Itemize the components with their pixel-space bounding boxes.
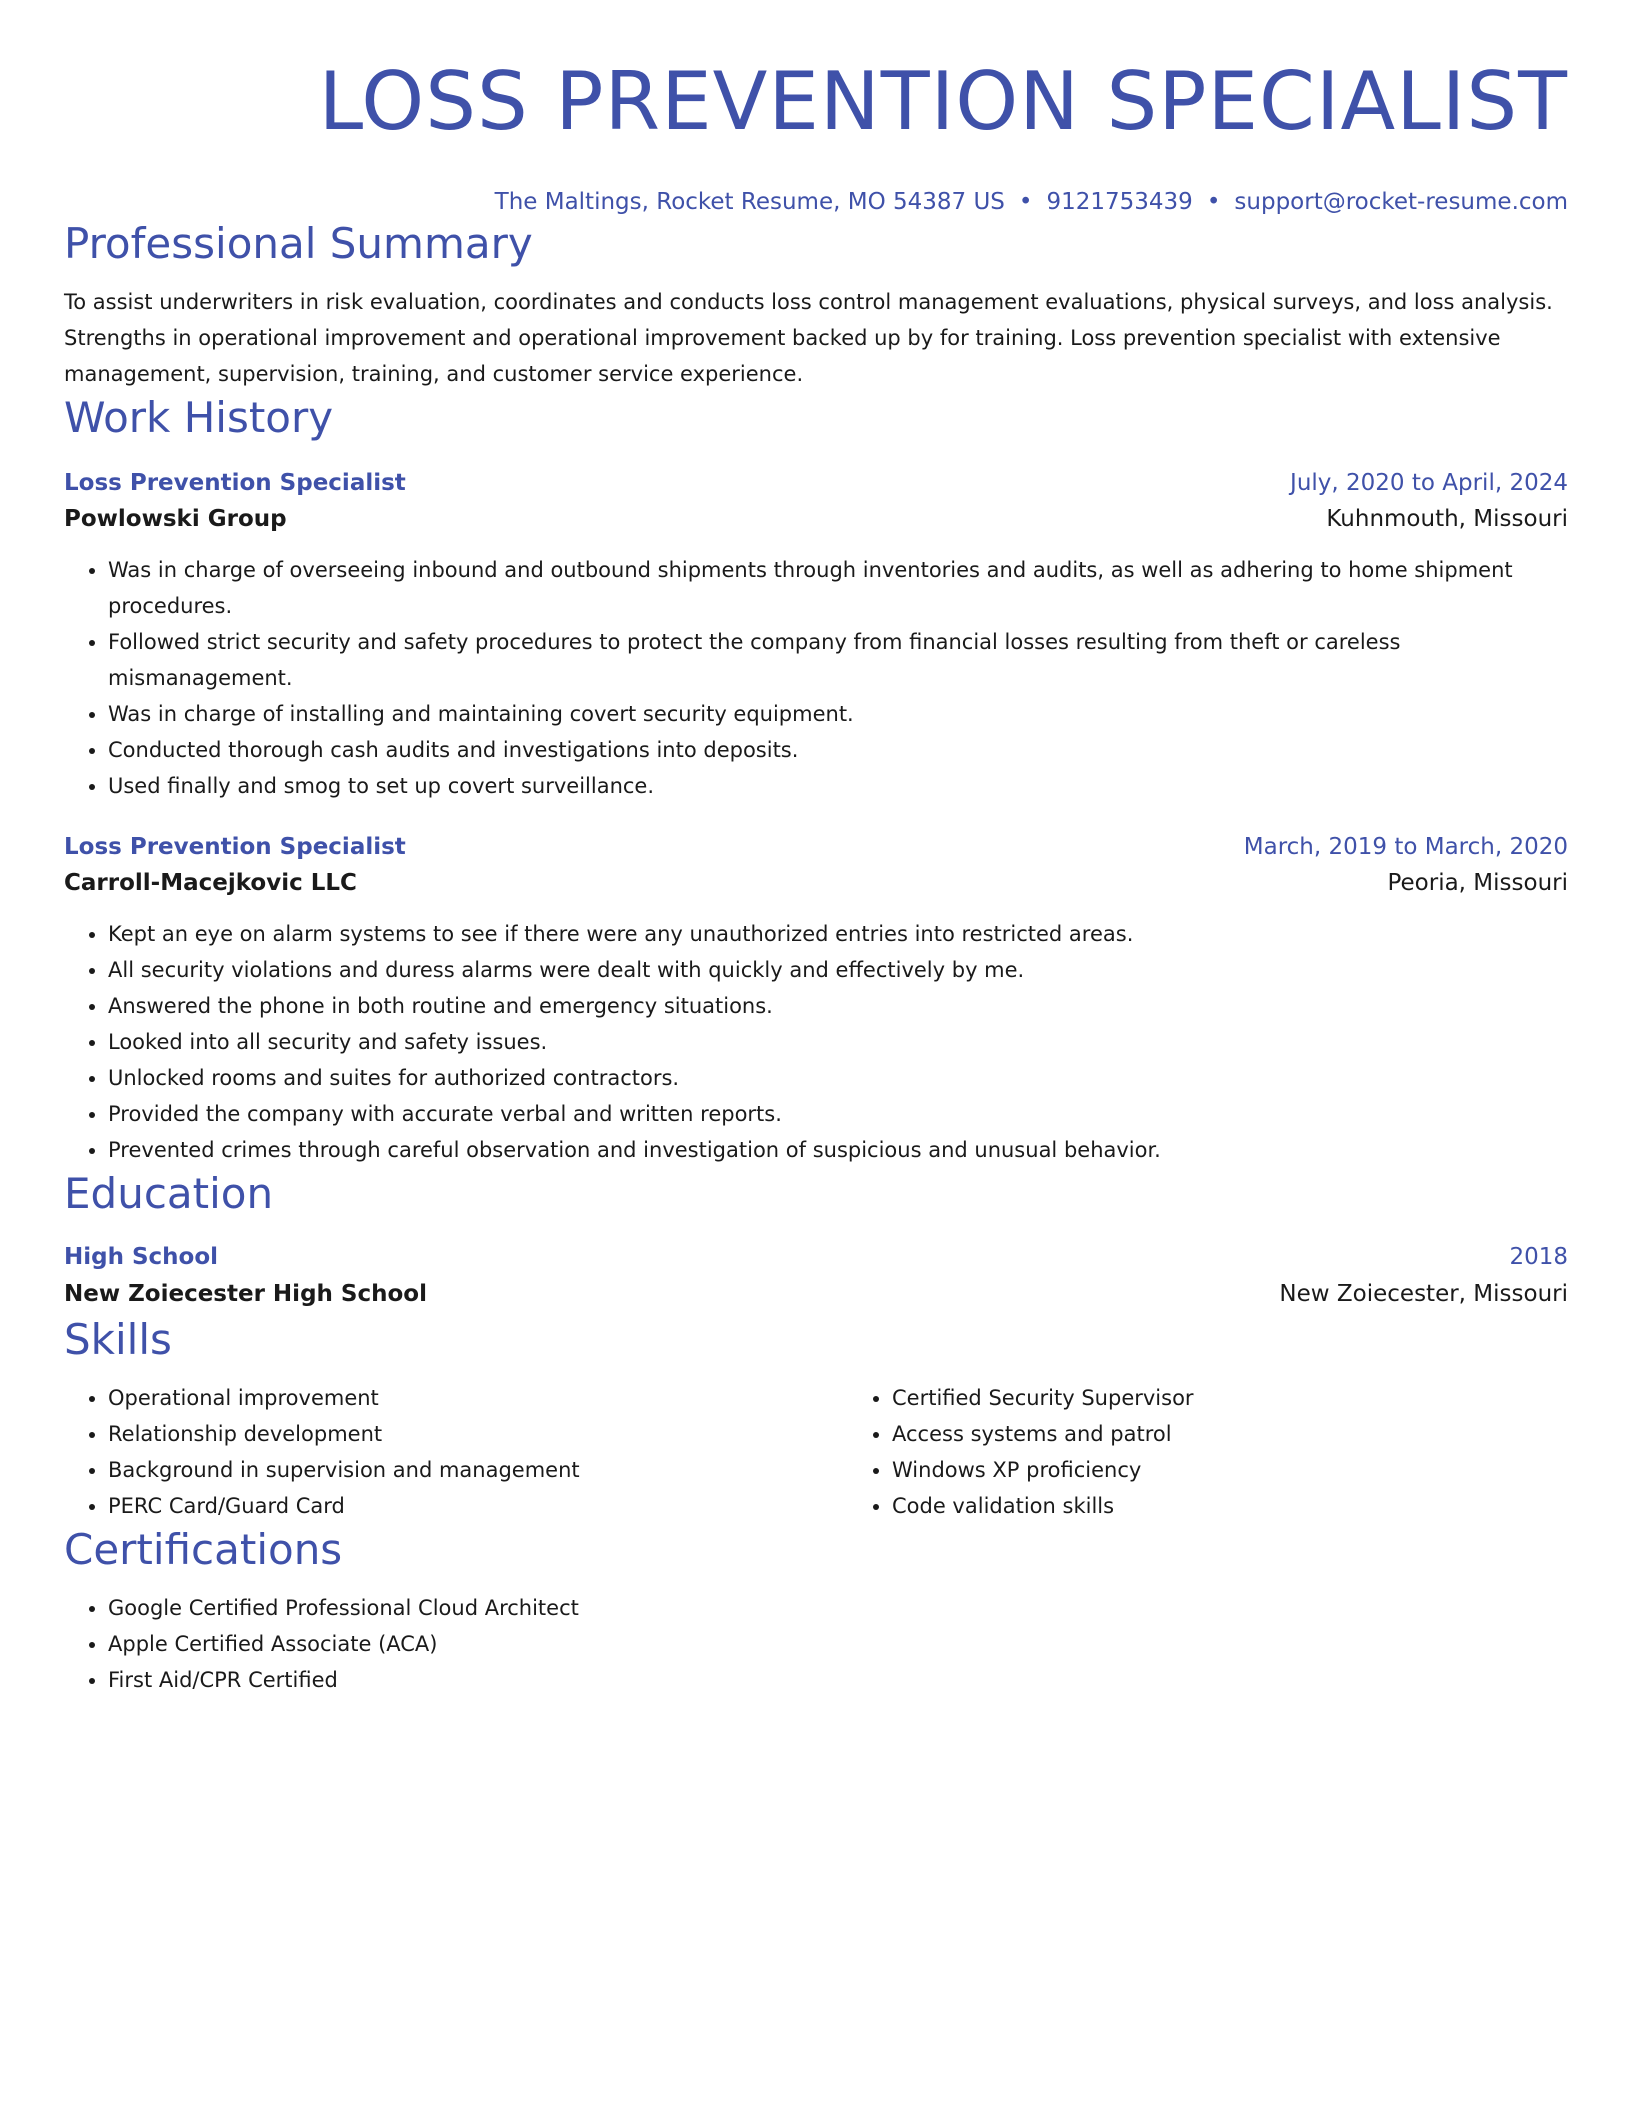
- job-company: Powlowski Group: [64, 506, 287, 532]
- contact-address: The Maltings, Rocket Resume, MO 54387 US: [494, 189, 1005, 215]
- education-heading: Education: [64, 1169, 274, 1218]
- summary-heading: Professional Summary: [64, 219, 533, 268]
- list-item: • Certified Security Supervisor: [892, 1380, 1194, 1416]
- job-location: Peoria, Missouri: [1387, 870, 1568, 896]
- contact-separator: •: [1018, 189, 1033, 215]
- resume-title: LOSS PREVENTION SPECIALIST: [318, 55, 1568, 148]
- list-item: • Looked into all security and safety issues.: [108, 1024, 1568, 1060]
- contact-email: support@rocket-resume.com: [1234, 189, 1568, 215]
- job-dates: July, 2020 to April, 2024: [1290, 470, 1568, 496]
- summary-text: To assist underwriters in risk evaluation, coordinates and conducts loss control management evaluations, physical surveys, and loss analysis. Strengths in operational improvement and operational improvement backed up by for training. Loss prevention specialist with extensive management, supervision, training, and customer service experience.: [64, 290, 1553, 386]
- contact-phone: 9121753439: [1046, 189, 1193, 215]
- education-degree: High School: [64, 1244, 219, 1270]
- contact-separator: •: [1206, 189, 1221, 215]
- list-item: • PERC Card/Guard Card: [108, 1488, 848, 1524]
- education-year: 2018: [1509, 1244, 1568, 1270]
- skills-column-left: [64, 1380, 848, 1524]
- list-item: • All security violations and duress alarms were dealt with quickly and effectively by me.: [108, 952, 1568, 988]
- job-entry: [64, 830, 1568, 1168]
- skills-list: [64, 1380, 1568, 1524]
- job-dates: March, 2019 to March, 2020: [1243, 834, 1568, 860]
- certifications-list: [64, 1590, 1568, 1698]
- list-item: • Provided the company with accurate verbal and written reports.: [108, 1096, 1568, 1132]
- list-item: • Kept an eye on alarm systems to see if there were any unauthorized entries into restricted areas.: [108, 916, 1568, 952]
- list-item: • Prevented crimes through careful observation and investigation of suspicious and unusual behavior.: [108, 1132, 1568, 1168]
- list-item: • Conducted thorough cash audits and investigations into deposits.: [108, 732, 1568, 768]
- list-item: • Used finally and smog to set up covert surveillance.: [108, 768, 1568, 804]
- job-title: Loss Prevention Specialist: [64, 834, 406, 860]
- list-item: • Windows XP proficiency: [892, 1452, 1194, 1488]
- education-school: New Zoiecester High School: [64, 1281, 427, 1307]
- job-bullets: [64, 916, 1568, 1168]
- job-location: Kuhnmouth, Missouri: [1326, 506, 1568, 532]
- list-item: • Apple Certified Associate (ACA): [108, 1626, 1568, 1662]
- work-history-heading: Work History: [64, 393, 334, 442]
- certifications-heading: Certifications: [64, 1525, 343, 1574]
- list-item: • Followed strict security and safety procedures to protect the company from financial losses resulting from theft or careless mismanagement.: [108, 624, 1568, 696]
- list-item: • Answered the phone in both routine and emergency situations.: [108, 988, 1568, 1024]
- list-item: • Was in charge of overseeing inbound and outbound shipments through inventories and audits, as well as adhering to home shipment procedures.: [108, 552, 1568, 624]
- list-item: • Background in supervision and management: [108, 1452, 848, 1488]
- list-item: • Code validation skills: [892, 1488, 1194, 1524]
- job-title: Loss Prevention Specialist: [64, 470, 406, 496]
- education-location: New Zoiecester, Missouri: [1279, 1281, 1568, 1307]
- skills-column-right: [848, 1380, 1194, 1524]
- certifications-bullets: [64, 1590, 1568, 1698]
- list-item: • First Aid/CPR Certified: [108, 1662, 1568, 1698]
- job-company: Carroll-Macejkovic LLC: [64, 870, 357, 896]
- job-bullets: [64, 552, 1568, 804]
- education-entry: [64, 1240, 1568, 1314]
- skills-heading: Skills: [64, 1315, 172, 1364]
- list-item: • Was in charge of installing and maintaining covert security equipment.: [108, 696, 1568, 732]
- list-item: • Access systems and patrol: [892, 1416, 1194, 1452]
- list-item: • Relationship development: [108, 1416, 848, 1452]
- job-entry: [64, 466, 1568, 804]
- contact-line: [64, 186, 1568, 218]
- list-item: • Operational improvement: [108, 1380, 848, 1416]
- list-item: • Google Certified Professional Cloud Architect: [108, 1590, 1568, 1626]
- list-item: • Unlocked rooms and suites for authorized contractors.: [108, 1060, 1568, 1096]
